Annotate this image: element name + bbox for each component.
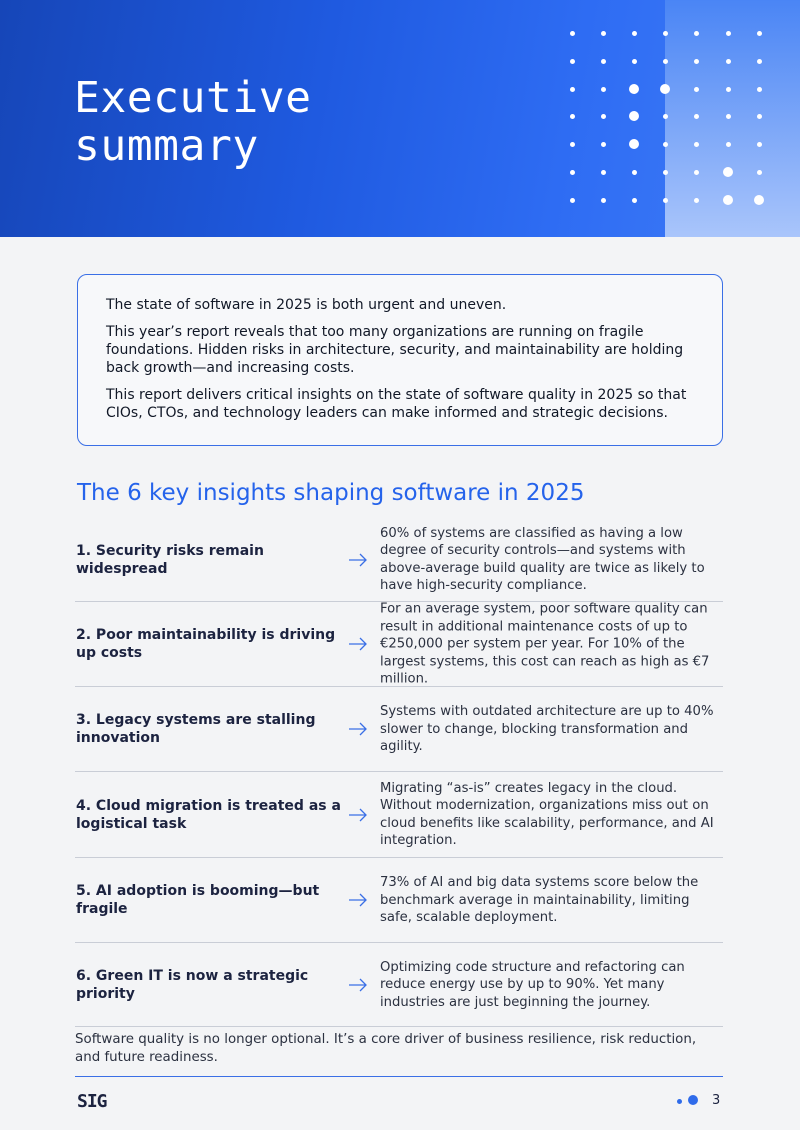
summary-callout bbox=[77, 274, 723, 446]
decorative-dot bbox=[757, 170, 762, 175]
insight-title: 5. AI adoption is booming—but fragile bbox=[76, 883, 320, 917]
closing-statement: Software quality is no longer optional. It’s a core driver of business resilience, risk reduction, and future readiness. bbox=[75, 1032, 697, 1065]
decorative-dot bbox=[754, 195, 764, 205]
decorative-dot bbox=[663, 31, 668, 36]
decorative-dot bbox=[570, 87, 575, 92]
decorative-dot bbox=[726, 87, 731, 92]
decorative-dot bbox=[601, 198, 606, 203]
callout-paragraph: The state of software in 2025 is both urgent and uneven. bbox=[106, 297, 507, 313]
decorative-dot bbox=[570, 170, 575, 175]
insight-description: 73% of AI and big data systems score below the benchmark average in maintainability, limiting safe, scalable deployment. bbox=[380, 874, 699, 925]
page-number: 3 bbox=[712, 1093, 721, 1108]
arrow-right-icon bbox=[348, 978, 368, 992]
decorative-dot bbox=[663, 142, 668, 147]
page-dot-large-icon bbox=[688, 1095, 698, 1105]
insight-row bbox=[75, 858, 723, 943]
decorative-dot bbox=[663, 198, 668, 203]
decorative-dot bbox=[601, 170, 606, 175]
insight-title: 2. Poor maintainability is driving up costs bbox=[76, 627, 336, 661]
insight-title: 1. Security risks remain widespread bbox=[76, 542, 264, 577]
decorative-dot bbox=[663, 59, 668, 64]
arrow-right-icon bbox=[348, 553, 368, 567]
insight-row bbox=[75, 943, 723, 1027]
insight-title: 3. Legacy systems are stalling innovation bbox=[76, 712, 316, 746]
insight-title: 6. Green IT is now a strategic priority bbox=[76, 967, 309, 1002]
arrow-right-icon bbox=[348, 722, 368, 736]
footer-divider bbox=[75, 1076, 723, 1077]
insight-description: Optimizing code structure and refactoring can reduce energy use by up to 90%. Yet many industries are just beginning the journey. bbox=[380, 959, 685, 1010]
decorative-dot bbox=[663, 114, 668, 119]
insight-title: 4. Cloud migration is treated as a logistical task bbox=[76, 797, 341, 832]
insight-description: Systems with outdated architecture are up to 40% slower to change, blocking transformation and agility. bbox=[380, 703, 714, 754]
decorative-dot bbox=[629, 111, 639, 121]
decorative-dot bbox=[632, 198, 637, 203]
decorative-dot bbox=[629, 84, 639, 94]
decorative-dot bbox=[726, 31, 731, 36]
decorative-dot bbox=[601, 31, 606, 36]
insight-row bbox=[75, 687, 723, 772]
decorative-dot bbox=[694, 59, 699, 64]
decorative-dot bbox=[570, 59, 575, 64]
decorative-dot bbox=[694, 170, 699, 175]
page-dot-small-icon bbox=[677, 1099, 682, 1104]
insight-description: 60% of systems are classified as having a low degree of security controls—and systems with above-average build quality are twice as likely to have high-security compliance. bbox=[380, 525, 705, 593]
decorative-dot bbox=[570, 198, 575, 203]
decorative-dot bbox=[726, 59, 731, 64]
arrow-right-icon bbox=[348, 808, 368, 822]
decorative-dot bbox=[694, 31, 699, 36]
page-title: Executive summary bbox=[74, 73, 312, 171]
arrow-right-icon bbox=[348, 893, 368, 907]
decorative-dot bbox=[694, 198, 699, 203]
insight-row bbox=[75, 602, 723, 687]
decorative-dot bbox=[723, 167, 733, 177]
decorative-dot bbox=[726, 114, 731, 119]
callout-paragraph: This year’s report reveals that too many organizations are running on fragile foundations. Hidden risks in architecture, security, and maintainability are holding back growth—and increasing costs. bbox=[106, 324, 684, 376]
decorative-dot bbox=[660, 84, 670, 94]
decorative-dot bbox=[601, 142, 606, 147]
insight-description: For an average system, poor software quality can result in additional maintenance costs of up to €250,000 per system per year. For 10% of the largest systems, this cost can reach as high as €7 million. bbox=[380, 601, 710, 687]
insight-row bbox=[75, 772, 723, 858]
decorative-dot bbox=[757, 31, 762, 36]
decorative-dot bbox=[570, 31, 575, 36]
decorative-dot bbox=[601, 59, 606, 64]
decorative-dot bbox=[726, 142, 731, 147]
decorative-dot bbox=[757, 87, 762, 92]
decorative-dot bbox=[632, 170, 637, 175]
decorative-dot bbox=[757, 59, 762, 64]
decorative-dot bbox=[570, 114, 575, 119]
decorative-dot bbox=[601, 87, 606, 92]
decorative-dot bbox=[632, 59, 637, 64]
insight-description: Migrating “as-is” creates legacy in the cloud. Without modernization, organizations miss out on cloud benefits like scalability, performance, and AI integration. bbox=[380, 780, 714, 848]
decorative-dot bbox=[757, 114, 762, 119]
decorative-dot bbox=[629, 139, 639, 149]
arrow-right-icon bbox=[348, 637, 368, 651]
decorative-dot bbox=[601, 114, 606, 119]
decorative-dot bbox=[723, 195, 733, 205]
sig-logo: SIG bbox=[77, 1091, 107, 1112]
hero-banner bbox=[0, 0, 800, 237]
decorative-dot bbox=[694, 87, 699, 92]
insights-heading: The 6 key insights shaping software in 2025 bbox=[77, 480, 585, 506]
decorative-dot bbox=[757, 142, 762, 147]
decorative-dot bbox=[570, 142, 575, 147]
callout-paragraph: This report delivers critical insights on the state of software quality in 2025 so that CIOs, CTOs, and technology leaders can make informed and strategic decisions. bbox=[106, 387, 687, 421]
decorative-dot bbox=[694, 114, 699, 119]
decorative-dot bbox=[694, 142, 699, 147]
decorative-dot bbox=[663, 170, 668, 175]
decorative-dot bbox=[632, 31, 637, 36]
insight-row bbox=[75, 518, 723, 602]
